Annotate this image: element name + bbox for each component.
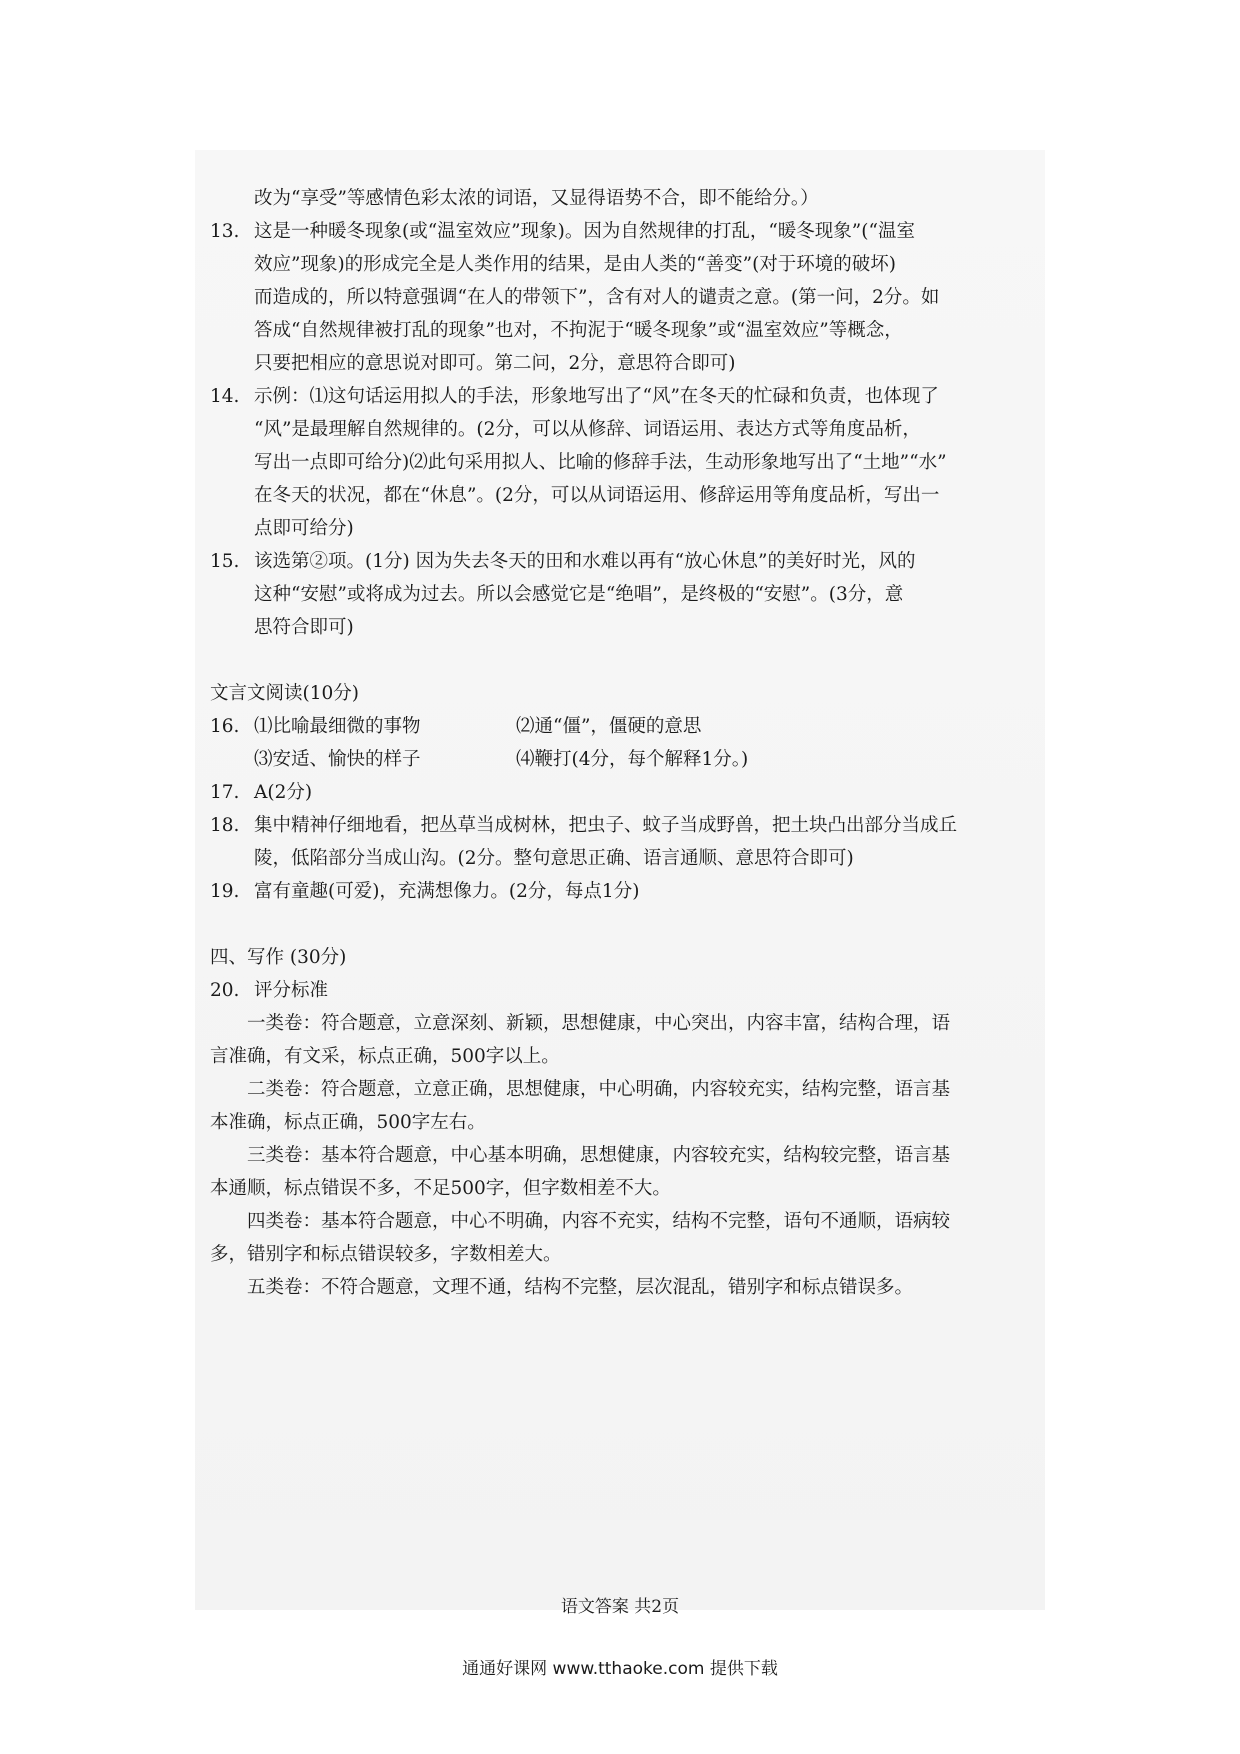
- grade-criteria: [210, 1007, 1025, 1304]
- grade-paragraph: [210, 1007, 1025, 1073]
- answer-line: 写出一点即可给分)⑵此句采用拟人、比喻的修辞手法，生动形象地写出了“土地”“水”: [254, 452, 947, 473]
- lead-line: 改为“享受”等感情色彩太浓的词语，又显得语势不合，即不能给分。）: [254, 188, 819, 209]
- answer-18: [210, 809, 1025, 875]
- grade-line: 本准确，标点正确，500字左右。: [210, 1112, 486, 1133]
- answer-line: 示例：⑴这句话运用拟人的手法，形象地写出了“风”在冬天的忙碌和负责，也体现了: [254, 386, 939, 407]
- answer-line: 在冬天的状况，都在“休息”。(2分，可以从词语运用、修辞运用等角度品析，写出一: [254, 485, 940, 506]
- grade-paragraph: [210, 1073, 1025, 1139]
- answer-part: ⑶安适、愉快的样子: [254, 749, 421, 770]
- grade-line: 本通顺，标点错误不多，不足500字，但字数相差不大。: [210, 1178, 671, 1199]
- answer-line: 思符合即可): [254, 617, 354, 638]
- answer-part: ⑴比喻最细微的事物: [254, 716, 421, 737]
- answer-number: 19.: [210, 881, 240, 902]
- answer-line: 只要把相应的意思说对即可。第二问，2分，意思符合即可): [254, 353, 736, 374]
- answer-part: ⑵通“僵”，僵硬的意思: [516, 716, 702, 737]
- answer-16: [210, 710, 1025, 776]
- page-footer: 语文答案 共2页: [560, 1597, 680, 1617]
- grade-line: 言准确，有文采，标点正确，500字以上。: [210, 1046, 560, 1067]
- answer-line: 点即可给分): [254, 518, 354, 539]
- grade-paragraph: [210, 1205, 1025, 1271]
- answer-19: [210, 875, 1025, 908]
- answer-15: [210, 545, 1025, 644]
- answer-14: [210, 380, 1025, 545]
- answer-line: 富有童趣(可爱)，充满想像力。(2分，每点1分): [254, 881, 640, 902]
- answer-number: 17.: [210, 782, 240, 803]
- answer-line: 该选第②项。(1分) 因为失去冬天的田和水难以再有“放心休息”的美好时光，风的: [254, 551, 916, 572]
- answer-line: 这种“安慰”或将成为过去。所以会感觉它是“绝唱”，是终极的“安慰”。(3分，意: [254, 584, 904, 605]
- answer-line: 集中精神仔细地看，把丛草当成树林，把虫子、蚊子当成野兽，把土块凸出部分当成丘: [254, 815, 958, 836]
- answer-number: 13.: [210, 221, 240, 242]
- answer-line: 而造成的，所以特意强调“在人的带领下”，含有对人的谴责之意。(第一问，2分。如: [254, 287, 940, 308]
- answer-line: 这是一种暖冬现象(或“温室效应”现象)。因为自然规律的打乱，“暖冬现象”(“温室: [254, 221, 915, 242]
- section-heading-writing: 四、写作 (30分): [210, 947, 347, 968]
- answer-17: [210, 776, 1025, 809]
- grade-line: 一类卷：符合题意，立意深刻、新颖，思想健康，中心突出，内容丰富，结构合理，语: [247, 1013, 951, 1034]
- grade-line: 多，错别字和标点错误较多，字数相差大。: [210, 1244, 562, 1265]
- answer-20: [210, 974, 1025, 1007]
- answer-content: [210, 182, 1025, 1304]
- answer-line: A(2分): [254, 782, 313, 803]
- answer-13: [210, 215, 1025, 380]
- answer-line: “风”是最理解自然规律的。(2分，可以从修辞、词语运用、表达方式等角度品析，: [254, 419, 921, 440]
- answer-number: 15.: [210, 551, 240, 572]
- answer-line: 效应”现象)的形成完全是人类作用的结果，是由人类的“善变”(对于环境的破坏): [254, 254, 897, 275]
- answer-number: 16.: [210, 716, 240, 737]
- grade-line: 五类卷：不符合题意，文理不通，结构不完整，层次混乱，错别字和标点错误多。: [247, 1277, 914, 1298]
- answer-number: 20.: [210, 980, 240, 1001]
- section-heading-classical: 文言文阅读(10分): [210, 683, 359, 704]
- site-footer: 通通好课网 www.tthaoke.com 提供下载: [462, 1659, 778, 1679]
- grade-paragraph: [210, 1139, 1025, 1205]
- grade-line: 二类卷：符合题意，立意正确，思想健康，中心明确，内容较充实，结构完整，语言基: [247, 1079, 951, 1100]
- answer-number: 14.: [210, 386, 240, 407]
- answer-number: 18.: [210, 815, 240, 836]
- grade-paragraph: [210, 1271, 1025, 1304]
- answer-line: 评分标准: [254, 980, 329, 1001]
- grade-line: 三类卷：基本符合题意，中心基本明确，思想健康，内容较充实，结构较完整，语言基: [247, 1145, 951, 1166]
- answer-line: 陵，低陷部分当成山沟。(2分。整句意思正确、语言通顺、意思符合即可): [254, 848, 854, 869]
- answer-part: ⑷鞭打(4分，每个解释1分。): [516, 749, 749, 770]
- answer-line: 答成“自然规律被打乱的现象”也对，不拘泥于“暖冬现象”或“温室效应”等概念，: [254, 320, 903, 341]
- grade-line: 四类卷：基本符合题意，中心不明确，内容不充实，结构不完整，语句不通顺，语病较: [247, 1211, 951, 1232]
